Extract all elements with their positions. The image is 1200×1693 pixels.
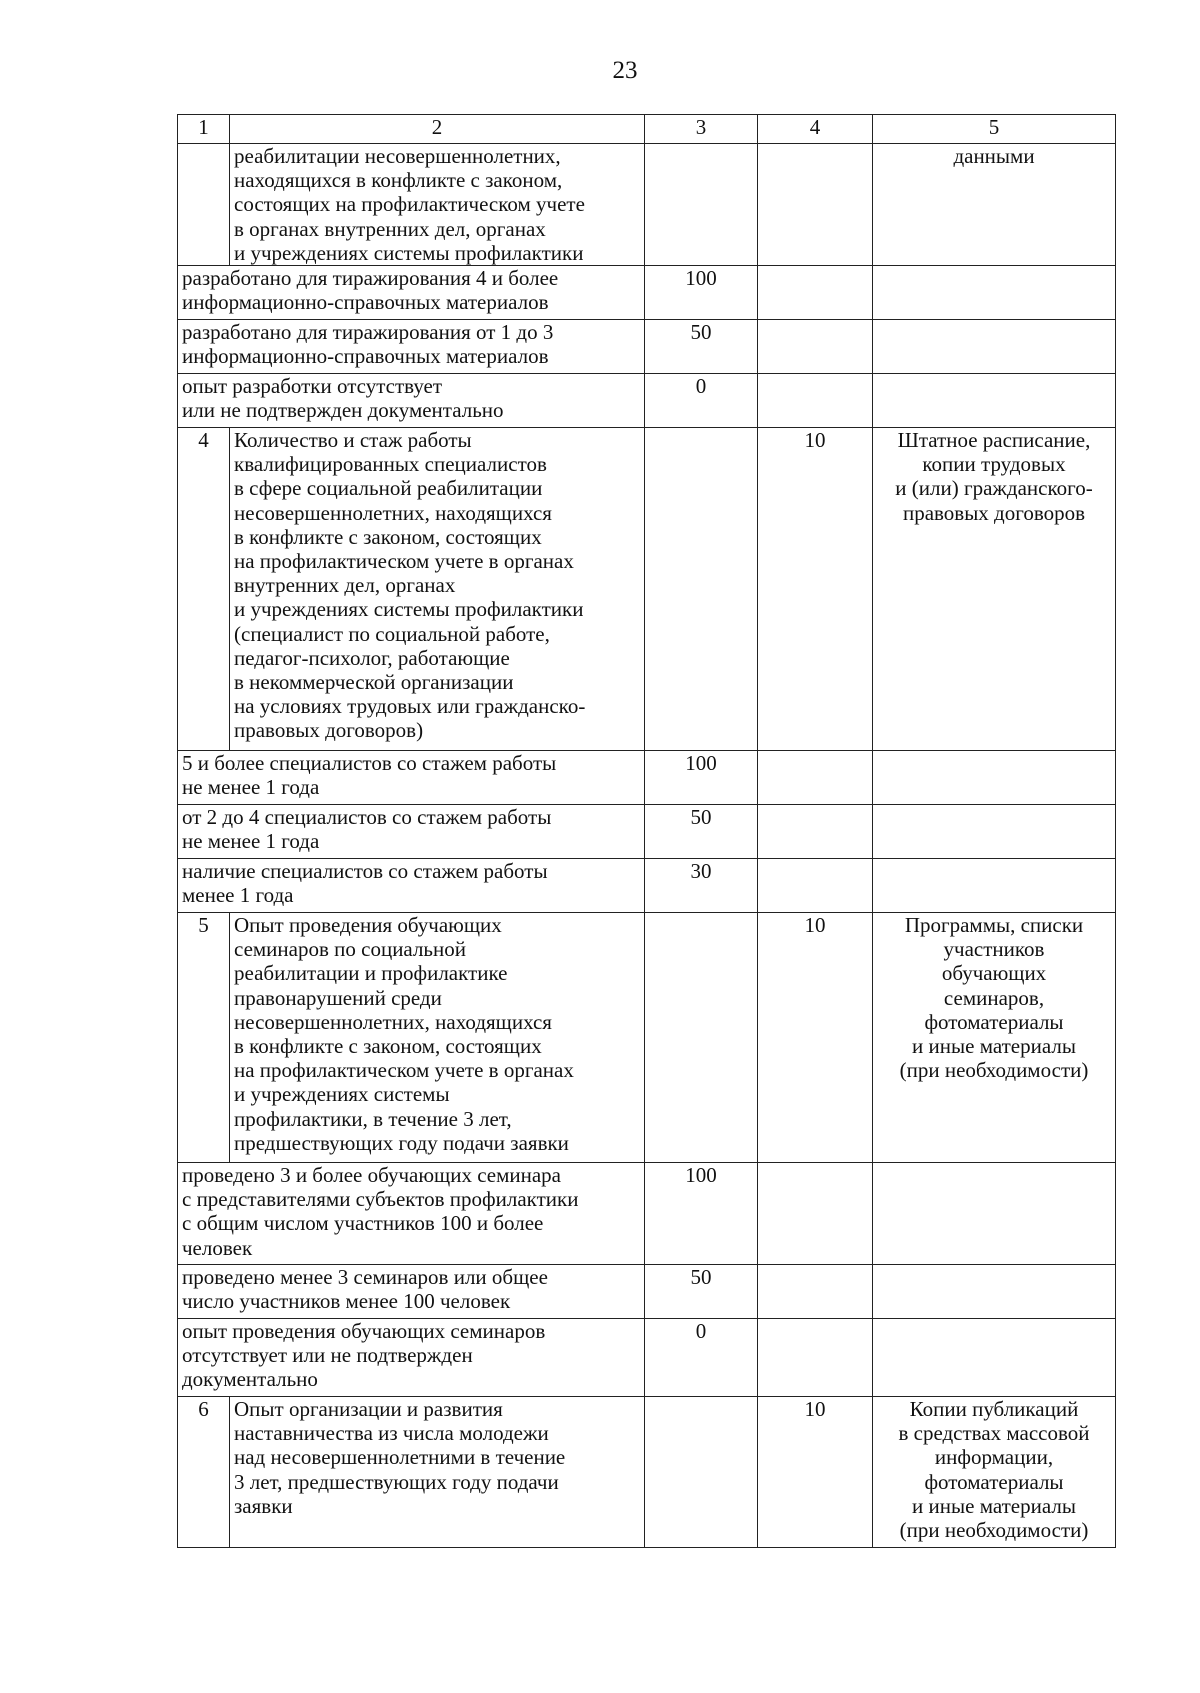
documents-cell xyxy=(873,751,1116,805)
row-number: 4 xyxy=(178,428,230,751)
documents-text: Программы, списки участников обучающих семинаров, фотоматериалы и иные материалы (при необходимости) xyxy=(873,913,1116,1163)
weight-cell xyxy=(758,751,873,805)
header-col-2: 2 xyxy=(230,115,645,144)
documents-text: данными xyxy=(873,144,1116,266)
score-cell xyxy=(645,144,758,266)
table-row xyxy=(178,1319,1116,1397)
header-col-4: 4 xyxy=(758,115,873,144)
option-text: разработано для тиражирования 4 и более информационно-справочных материалов xyxy=(178,266,645,320)
criterion-text: реабилитации несовершеннолетних, находящихся в конфликте с законом, состоящих на профилактическом учете в органах внутренних дел, органах и учреждениях системы профилактики xyxy=(230,144,645,266)
table-row xyxy=(178,266,1116,320)
table-row xyxy=(178,751,1116,805)
option-score: 100 xyxy=(645,751,758,805)
criterion-text: Опыт проведения обучающих семинаров по социальной реабилитации и профилактике правонарушений среди несовершеннолетних, находящихся в конфликте с законом, состоящих на профилактическом учете в органах и учреждениях системы профилактики, в течение 3 лет, предшествующих году подачи заявки xyxy=(230,913,645,1163)
table-row xyxy=(178,144,1116,266)
documents-cell xyxy=(873,805,1116,859)
documents-text: Копии публикаций в средствах массовой информации, фотоматериалы и иные материалы (при необходимости) xyxy=(873,1397,1116,1548)
option-score: 50 xyxy=(645,805,758,859)
option-score: 50 xyxy=(645,1265,758,1319)
table-row xyxy=(178,859,1116,913)
weight-cell xyxy=(758,320,873,374)
criterion-weight: 10 xyxy=(758,428,873,751)
table-row xyxy=(178,1163,1116,1265)
score-cell xyxy=(645,428,758,751)
row-number: 5 xyxy=(178,913,230,1163)
row-number: 6 xyxy=(178,1397,230,1548)
table-row xyxy=(178,1397,1116,1548)
page-number: 23 xyxy=(612,57,638,84)
criterion-weight: 10 xyxy=(758,1397,873,1548)
score-cell xyxy=(645,1397,758,1548)
option-text: от 2 до 4 специалистов со стажем работы не менее 1 года xyxy=(178,805,645,859)
option-text: 5 и более специалистов со стажем работы не менее 1 года xyxy=(178,751,645,805)
weight-cell xyxy=(758,144,873,266)
table-row xyxy=(178,913,1116,1163)
table-row xyxy=(178,428,1116,751)
documents-cell xyxy=(873,1163,1116,1265)
documents-cell xyxy=(873,1319,1116,1397)
option-score: 30 xyxy=(645,859,758,913)
weight-cell xyxy=(758,266,873,320)
documents-cell xyxy=(873,1265,1116,1319)
weight-cell xyxy=(758,1319,873,1397)
header-col-5: 5 xyxy=(873,115,1116,144)
documents-cell xyxy=(873,859,1116,913)
row-number xyxy=(178,144,230,266)
option-text: проведено 3 и более обучающих семинара с представителями субъектов профилактики с общим числом участников 100 и более человек xyxy=(178,1163,645,1265)
criterion-text: Количество и стаж работы квалифицированных специалистов в сфере социальной реабилитации несовершеннолетних, находящихся в конфликте с законом, состоящих на профилактическом учете в органах внутренних дел, органах и учреждениях системы профилактики (специалист по социальной работе, педагог-психолог, работающие в некоммерческой организации на условиях трудовых или гражданско- правовых договоров) xyxy=(230,428,645,751)
option-text: проведено менее 3 семинаров или общее число участников менее 100 человек xyxy=(178,1265,645,1319)
option-text: наличие специалистов со стажем работы менее 1 года xyxy=(178,859,645,913)
option-score: 0 xyxy=(645,1319,758,1397)
criterion-text: Опыт организации и развития наставничества из числа молодежи над несовершеннолетними в течение 3 лет, предшествующих году подачи заявки xyxy=(230,1397,645,1548)
weight-cell xyxy=(758,1265,873,1319)
weight-cell xyxy=(758,859,873,913)
header-col-1: 1 xyxy=(178,115,230,144)
table-row xyxy=(178,1265,1116,1319)
table-row xyxy=(178,320,1116,374)
option-text: разработано для тиражирования от 1 до 3 информационно-справочных материалов xyxy=(178,320,645,374)
option-text: опыт проведения обучающих семинаров отсутствует или не подтвержден документально xyxy=(178,1319,645,1397)
weight-cell xyxy=(758,805,873,859)
score-cell xyxy=(645,913,758,1163)
option-score: 100 xyxy=(645,1163,758,1265)
table-header-row xyxy=(178,115,1116,144)
documents-text: Штатное расписание, копии трудовых и (или) гражданского- правовых договоров xyxy=(873,428,1116,751)
documents-cell xyxy=(873,266,1116,320)
table-row xyxy=(178,374,1116,428)
option-score: 50 xyxy=(645,320,758,374)
criterion-weight: 10 xyxy=(758,913,873,1163)
documents-cell xyxy=(873,320,1116,374)
header-col-3: 3 xyxy=(645,115,758,144)
documents-cell xyxy=(873,374,1116,428)
criteria-table xyxy=(177,114,1116,1548)
table-row xyxy=(178,805,1116,859)
weight-cell xyxy=(758,374,873,428)
option-text: опыт разработки отсутствует или не подтвержден документально xyxy=(178,374,645,428)
option-score: 0 xyxy=(645,374,758,428)
weight-cell xyxy=(758,1163,873,1265)
option-score: 100 xyxy=(645,266,758,320)
